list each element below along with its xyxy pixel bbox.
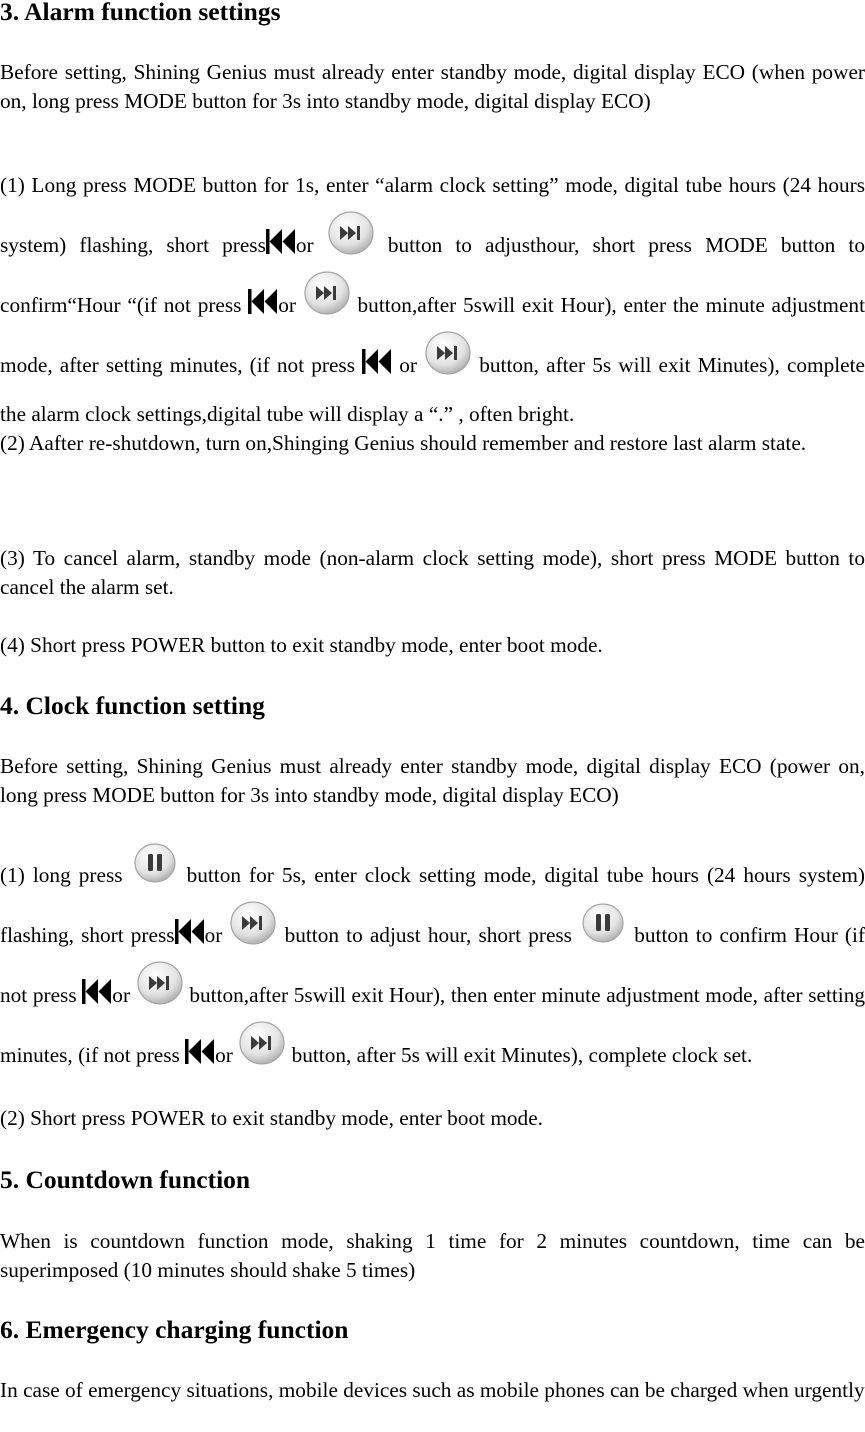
section-4-step-2: (2) Short press POWER to exit standby mode, enter boot mode. (0, 1106, 543, 1130)
fast-forward-icon (303, 270, 351, 316)
fast-forward-icon (327, 210, 375, 256)
section-4-step-1: (1) long press button for 5s, enter clock setting mode, digital tube hours (24 hours system) flashing, short press or button to adjust hour, short press button to confirm Hour (if not press or button,after 5swill exit Hour), then enter minute adjustment mode, after setting minutes, (if not press or button, after 5s will exit Minutes), complete clock set. (0, 840, 865, 1080)
section-6-body: In case of emergency situations, mobile devices such as mobile phones can be charged when urgently (0, 1378, 865, 1402)
section-3-step-2: (2) Aafter re-shutdown, turn on,Shinging Genius should remember and restore last alarm state. (0, 431, 807, 455)
section-3-heading: 3. Alarm function settings (0, 0, 281, 26)
section-4-heading: 4. Clock function setting (0, 691, 265, 720)
pause-icon (579, 900, 627, 946)
skip-back-icon (248, 294, 278, 314)
skip-back-icon (185, 1044, 215, 1064)
section-3-step-3: (3) To cancel alarm, standby mode (non-alarm clock setting mode), short press MODE button to cancel the alarm set. (0, 546, 865, 599)
section-4-intro: Before setting, Shining Genius must already enter standby mode, digital display ECO (power on, long press MODE button for 3s into standby mode, digital display ECO) (0, 754, 865, 807)
fast-forward-icon (136, 960, 184, 1006)
section-3-step-4: (4) Short press POWER button to exit standby mode, enter boot mode. (0, 633, 603, 657)
section-3-step-1: (1) Long press MODE button for 1s, enter “alarm clock setting” mode, digital tube hours (24 hours system) flashing, short press or button to adjusthour, short press MODE button to confirm“Hour “(if not press or button,after 5swill exit Hour), enter the minute adjustment mode, after setting minutes, (if not press or button, after 5s will exit Minutes), complete the alarm clock settings,digital tube will display a “.” , often bright. (0, 173, 865, 426)
fast-forward-icon (229, 900, 277, 946)
skip-back-icon (362, 354, 392, 374)
fast-forward-icon (424, 330, 472, 376)
fast-forward-icon (238, 1020, 286, 1066)
skip-back-icon (82, 984, 112, 1004)
section-5-body: When is countdown function mode, shaking 1 time for 2 minutes countdown, time can be superimposed (10 minutes should shake 5 times) (0, 1229, 865, 1282)
section-5-heading: 5. Countdown function (0, 1165, 251, 1194)
skip-back-icon (266, 234, 296, 254)
section-3-intro: Before setting, Shining Genius must already enter standby mode, digital display ECO (when power on, long press MODE button for 3s into standby mode, digital display ECO) (0, 60, 865, 113)
skip-back-icon (175, 924, 205, 944)
pause-icon (131, 840, 179, 886)
section-6-heading: 6. Emergency charging function (0, 1315, 349, 1344)
